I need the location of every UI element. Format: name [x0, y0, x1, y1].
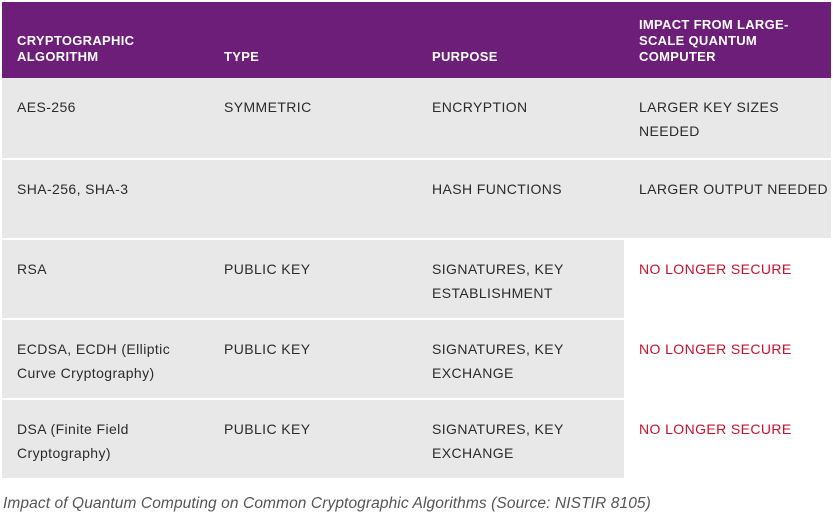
cell-impact: LARGER OUTPUT NEEDED: [624, 158, 831, 238]
header-purpose: PURPOSE: [432, 49, 498, 64]
cell-purpose: HASH FUNCTIONS: [417, 158, 624, 238]
cell-algorithm: DSA (Finite Field Cryptography): [2, 398, 209, 478]
cell-algorithm: SHA-256, SHA-3: [2, 158, 209, 238]
table-row: [2, 78, 831, 158]
cell-type: PUBLIC KEY: [209, 318, 417, 398]
cell-algorithm: ECDSA, ECDH (Elliptic Curve Cryptography): [2, 318, 209, 398]
cell-purpose: ENCRYPTION: [417, 78, 624, 158]
crypto-impact-table: [2, 2, 831, 478]
cell-impact: LARGER KEY SIZES NEEDED: [624, 78, 831, 158]
cell-algorithm: RSA: [2, 238, 209, 318]
cell-algorithm: AES-256: [2, 78, 209, 158]
cell-type: PUBLIC KEY: [209, 398, 417, 478]
header-impact: IMPACT FROM LARGE- SCALE QUANTUM COMPUTER: [639, 17, 789, 64]
cell-purpose: SIGNATURES, KEY EXCHANGE: [417, 318, 624, 398]
cell-purpose: SIGNATURES, KEY ESTABLISHMENT: [417, 238, 624, 318]
table-row: [2, 398, 831, 478]
table-row: [2, 158, 831, 238]
header-type: TYPE: [224, 49, 260, 64]
header-algorithm: CRYPTOGRAPHIC ALGORITHM: [17, 33, 135, 64]
cell-type: PUBLIC KEY: [209, 238, 417, 318]
table-caption: Impact of Quantum Computing on Common Cryptographic Algorithms (Source: NISTIR 8105): [3, 495, 651, 512]
cell-impact-insecure: NO LONGER SECURE: [624, 318, 831, 398]
cell-impact-insecure: NO LONGER SECURE: [624, 398, 831, 478]
table-row: [2, 238, 831, 318]
cell-type: SYMMETRIC: [209, 78, 417, 158]
cell-type: [209, 158, 417, 238]
table-header-row: [2, 2, 831, 78]
table-row: [2, 318, 831, 398]
cell-purpose: SIGNATURES, KEY EXCHANGE: [417, 398, 624, 478]
cell-impact-insecure: NO LONGER SECURE: [624, 238, 831, 318]
